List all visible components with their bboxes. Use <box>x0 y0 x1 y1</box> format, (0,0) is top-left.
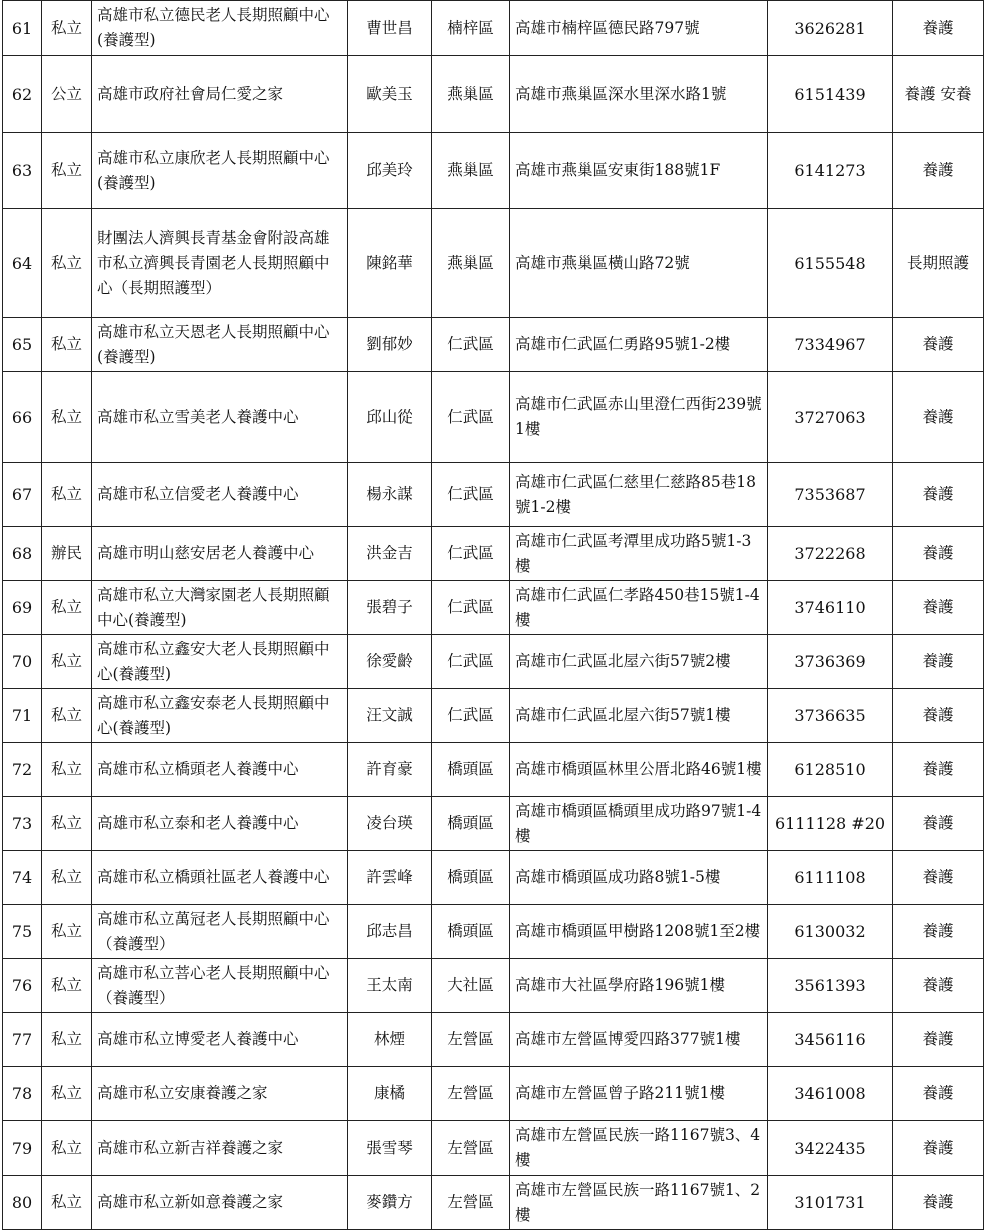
address-cell: 高雄市仁武區赤山里澄仁西街239號1樓 <box>510 372 768 463</box>
ownership-type-cell: 私立 <box>42 743 92 797</box>
facility-name-cell: 高雄市私立康欣老人長期照顧中心(養護型) <box>92 133 348 209</box>
facility-name-cell: 高雄市私立新如意養護之家 <box>92 1176 348 1230</box>
district-cell: 左營區 <box>432 1067 510 1121</box>
phone-number-cell: 3746110 <box>768 581 893 635</box>
address-cell: 高雄市左營區民族一路1167號1、2樓 <box>510 1176 768 1230</box>
district-cell: 燕巢區 <box>432 56 510 133</box>
ownership-type-cell: 私立 <box>42 133 92 209</box>
ownership-type-cell: 私立 <box>42 797 92 851</box>
ownership-type-cell: 私立 <box>42 1067 92 1121</box>
facility-name-cell: 高雄市私立雪美老人養護中心 <box>92 372 348 463</box>
row-number-cell: 76 <box>3 959 42 1013</box>
table-row <box>3 797 984 851</box>
facility-name-cell: 高雄市私立萬冠老人長期照顧中心（養護型） <box>92 905 348 959</box>
facility-name-cell: 高雄市私立菩心老人長期照顧中心（養護型） <box>92 959 348 1013</box>
address-cell: 高雄市橋頭區林里公厝北路46號1樓 <box>510 743 768 797</box>
table-row <box>3 56 984 133</box>
district-cell: 橋頭區 <box>432 797 510 851</box>
table-row <box>3 635 984 689</box>
ownership-type-cell: 私立 <box>42 1 92 56</box>
phone-number-cell: 3456116 <box>768 1013 893 1067</box>
director-name-cell: 歐美玉 <box>348 56 432 133</box>
row-number-cell: 62 <box>3 56 42 133</box>
table-row <box>3 463 984 527</box>
table-row <box>3 372 984 463</box>
facility-name-cell: 高雄市私立安康養護之家 <box>92 1067 348 1121</box>
service-type-cell: 養護 <box>893 1121 984 1176</box>
director-name-cell: 楊永謀 <box>348 463 432 527</box>
director-name-cell: 林煙 <box>348 1013 432 1067</box>
facility-name-cell: 高雄市私立天恩老人長期照顧中心(養護型) <box>92 318 348 372</box>
facility-name-cell: 高雄市私立信愛老人養護中心 <box>92 463 348 527</box>
address-cell: 高雄市左營區民族一路1167號3、4樓 <box>510 1121 768 1176</box>
service-type-cell: 養護 <box>893 318 984 372</box>
service-type-cell: 養護 <box>893 689 984 743</box>
district-cell: 燕巢區 <box>432 133 510 209</box>
service-type-cell: 養護 <box>893 581 984 635</box>
table-row <box>3 209 984 318</box>
ownership-type-cell: 私立 <box>42 1013 92 1067</box>
facility-name-cell: 高雄市私立泰和老人養護中心 <box>92 797 348 851</box>
row-number-cell: 77 <box>3 1013 42 1067</box>
district-cell: 大社區 <box>432 959 510 1013</box>
district-cell: 楠梓區 <box>432 1 510 56</box>
address-cell: 高雄市左營區博愛四路377號1樓 <box>510 1013 768 1067</box>
row-number-cell: 73 <box>3 797 42 851</box>
director-name-cell: 張雪琴 <box>348 1121 432 1176</box>
director-name-cell: 康橘 <box>348 1067 432 1121</box>
facility-table-body <box>3 1 984 1230</box>
phone-number-cell: 6128510 <box>768 743 893 797</box>
facility-name-cell: 高雄市私立橋頭老人養護中心 <box>92 743 348 797</box>
district-cell: 橋頭區 <box>432 851 510 905</box>
service-type-cell: 長期照護 <box>893 209 984 318</box>
facility-name-cell: 高雄市私立博愛老人養護中心 <box>92 1013 348 1067</box>
row-number-cell: 74 <box>3 851 42 905</box>
phone-number-cell: 3626281 <box>768 1 893 56</box>
address-cell: 高雄市橋頭區甲樹路1208號1至2樓 <box>510 905 768 959</box>
address-cell: 高雄市燕巢區安東街188號1F <box>510 133 768 209</box>
director-name-cell: 邱美玲 <box>348 133 432 209</box>
table-row <box>3 905 984 959</box>
service-type-cell: 養護 <box>893 1013 984 1067</box>
address-cell: 高雄市仁武區仁勇路95號1-2樓 <box>510 318 768 372</box>
director-name-cell: 徐愛齡 <box>348 635 432 689</box>
table-row <box>3 318 984 372</box>
director-name-cell: 張碧子 <box>348 581 432 635</box>
table-row <box>3 527 984 581</box>
director-name-cell: 許雲峰 <box>348 851 432 905</box>
address-cell: 高雄市仁武區北屋六街57號1樓 <box>510 689 768 743</box>
ownership-type-cell: 私立 <box>42 905 92 959</box>
phone-number-cell: 7334967 <box>768 318 893 372</box>
ownership-type-cell: 私立 <box>42 851 92 905</box>
address-cell: 高雄市燕巢區橫山路72號 <box>510 209 768 318</box>
address-cell: 高雄市橋頭區橋頭里成功路97號1-4樓 <box>510 797 768 851</box>
facility-name-cell: 高雄市私立德民老人長期照顧中心(養護型) <box>92 1 348 56</box>
ownership-type-cell: 公立 <box>42 56 92 133</box>
phone-number-cell: 3736635 <box>768 689 893 743</box>
director-name-cell: 王太南 <box>348 959 432 1013</box>
district-cell: 仁武區 <box>432 318 510 372</box>
row-number-cell: 72 <box>3 743 42 797</box>
ownership-type-cell: 私立 <box>42 581 92 635</box>
address-cell: 高雄市仁武區仁孝路450巷15號1-4樓 <box>510 581 768 635</box>
address-cell: 高雄市橋頭區成功路8號1-5樓 <box>510 851 768 905</box>
phone-number-cell: 7353687 <box>768 463 893 527</box>
row-number-cell: 69 <box>3 581 42 635</box>
district-cell: 左營區 <box>432 1013 510 1067</box>
service-type-cell: 養護 <box>893 1176 984 1230</box>
ownership-type-cell: 私立 <box>42 209 92 318</box>
director-name-cell: 麥鑽方 <box>348 1176 432 1230</box>
table-row <box>3 1121 984 1176</box>
ownership-type-cell: 私立 <box>42 318 92 372</box>
row-number-cell: 66 <box>3 372 42 463</box>
facility-name-cell: 財團法人濟興長青基金會附設高雄市私立濟興長青園老人長期照顧中心（長期照護型） <box>92 209 348 318</box>
phone-number-cell: 3561393 <box>768 959 893 1013</box>
row-number-cell: 78 <box>3 1067 42 1121</box>
table-row <box>3 689 984 743</box>
row-number-cell: 68 <box>3 527 42 581</box>
ownership-type-cell: 私立 <box>42 1121 92 1176</box>
address-cell: 高雄市燕巢區深水里深水路1號 <box>510 56 768 133</box>
service-type-cell: 養護 <box>893 905 984 959</box>
service-type-cell: 養護 <box>893 743 984 797</box>
director-name-cell: 邱山從 <box>348 372 432 463</box>
phone-number-cell: 6141273 <box>768 133 893 209</box>
facility-table <box>2 0 984 1230</box>
ownership-type-cell: 私立 <box>42 372 92 463</box>
district-cell: 左營區 <box>432 1176 510 1230</box>
district-cell: 燕巢區 <box>432 209 510 318</box>
service-type-cell: 養護 <box>893 797 984 851</box>
service-type-cell: 養護 <box>893 133 984 209</box>
service-type-cell: 養護 <box>893 635 984 689</box>
address-cell: 高雄市左營區曾子路211號1樓 <box>510 1067 768 1121</box>
phone-number-cell: 3736369 <box>768 635 893 689</box>
row-number-cell: 61 <box>3 1 42 56</box>
table-row <box>3 1 984 56</box>
row-number-cell: 80 <box>3 1176 42 1230</box>
row-number-cell: 64 <box>3 209 42 318</box>
director-name-cell: 劉郁妙 <box>348 318 432 372</box>
phone-number-cell: 3727063 <box>768 372 893 463</box>
address-cell: 高雄市楠梓區德民路797號 <box>510 1 768 56</box>
director-name-cell: 曹世昌 <box>348 1 432 56</box>
service-type-cell: 養護 <box>893 372 984 463</box>
row-number-cell: 63 <box>3 133 42 209</box>
ownership-type-cell: 私立 <box>42 635 92 689</box>
district-cell: 橋頭區 <box>432 905 510 959</box>
row-number-cell: 71 <box>3 689 42 743</box>
facility-name-cell: 高雄市私立鑫安泰老人長期照顧中心(養護型) <box>92 689 348 743</box>
address-cell: 高雄市仁武區仁慈里仁慈路85巷18號1-2樓 <box>510 463 768 527</box>
district-cell: 仁武區 <box>432 689 510 743</box>
service-type-cell: 養護 安養 <box>893 56 984 133</box>
facility-name-cell: 高雄市政府社會局仁愛之家 <box>92 56 348 133</box>
address-cell: 高雄市仁武區考潭里成功路5號1-3樓 <box>510 527 768 581</box>
ownership-type-cell: 辦民 <box>42 527 92 581</box>
row-number-cell: 75 <box>3 905 42 959</box>
facility-name-cell: 高雄市私立橋頭社區老人養護中心 <box>92 851 348 905</box>
phone-number-cell: 3101731 <box>768 1176 893 1230</box>
phone-number-cell: 6111108 <box>768 851 893 905</box>
facility-name-cell: 高雄市私立大灣家園老人長期照顧中心(養護型) <box>92 581 348 635</box>
director-name-cell: 汪文誠 <box>348 689 432 743</box>
table-row <box>3 959 984 1013</box>
table-row <box>3 851 984 905</box>
phone-number-cell: 6151439 <box>768 56 893 133</box>
table-row <box>3 1013 984 1067</box>
district-cell: 仁武區 <box>432 527 510 581</box>
table-row <box>3 743 984 797</box>
address-cell: 高雄市大社區學府路196號1樓 <box>510 959 768 1013</box>
facility-name-cell: 高雄市私立鑫安大老人長期照顧中心(養護型) <box>92 635 348 689</box>
service-type-cell: 養護 <box>893 463 984 527</box>
ownership-type-cell: 私立 <box>42 463 92 527</box>
service-type-cell: 養護 <box>893 527 984 581</box>
phone-number-cell: 3722268 <box>768 527 893 581</box>
row-number-cell: 67 <box>3 463 42 527</box>
ownership-type-cell: 私立 <box>42 689 92 743</box>
row-number-cell: 70 <box>3 635 42 689</box>
service-type-cell: 養護 <box>893 1067 984 1121</box>
table-row <box>3 1067 984 1121</box>
ownership-type-cell: 私立 <box>42 1176 92 1230</box>
phone-number-cell: 6130032 <box>768 905 893 959</box>
table-row <box>3 581 984 635</box>
district-cell: 仁武區 <box>432 372 510 463</box>
phone-number-cell: 6111128 #20 <box>768 797 893 851</box>
district-cell: 左營區 <box>432 1121 510 1176</box>
director-name-cell: 凌台瑛 <box>348 797 432 851</box>
district-cell: 仁武區 <box>432 581 510 635</box>
district-cell: 仁武區 <box>432 463 510 527</box>
phone-number-cell: 3422435 <box>768 1121 893 1176</box>
service-type-cell: 養護 <box>893 959 984 1013</box>
phone-number-cell: 6155548 <box>768 209 893 318</box>
director-name-cell: 陳銘華 <box>348 209 432 318</box>
facility-name-cell: 高雄市私立新吉祥養護之家 <box>92 1121 348 1176</box>
table-row <box>3 133 984 209</box>
service-type-cell: 養護 <box>893 1 984 56</box>
row-number-cell: 79 <box>3 1121 42 1176</box>
facility-name-cell: 高雄市明山慈安居老人養護中心 <box>92 527 348 581</box>
director-name-cell: 許育豪 <box>348 743 432 797</box>
service-type-cell: 養護 <box>893 851 984 905</box>
ownership-type-cell: 私立 <box>42 959 92 1013</box>
district-cell: 仁武區 <box>432 635 510 689</box>
row-number-cell: 65 <box>3 318 42 372</box>
address-cell: 高雄市仁武區北屋六街57號2樓 <box>510 635 768 689</box>
director-name-cell: 邱志昌 <box>348 905 432 959</box>
director-name-cell: 洪金吉 <box>348 527 432 581</box>
phone-number-cell: 3461008 <box>768 1067 893 1121</box>
table-row <box>3 1176 984 1230</box>
district-cell: 橋頭區 <box>432 743 510 797</box>
